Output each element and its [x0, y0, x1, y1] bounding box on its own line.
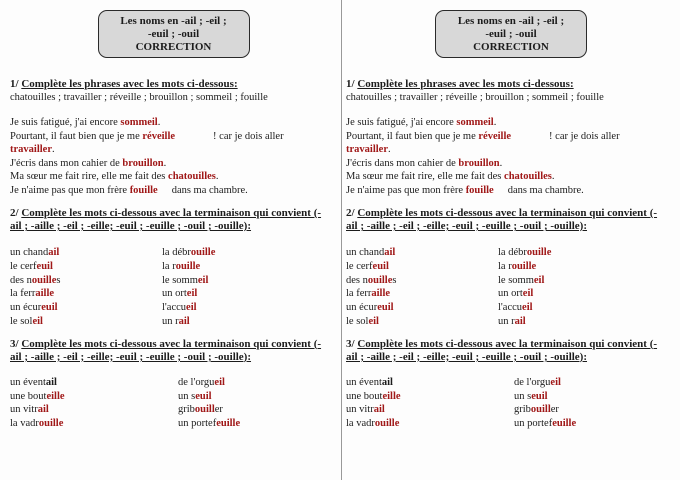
section3-word-list — [10, 376, 337, 431]
answer-text: euille — [552, 418, 577, 430]
text-segment: un évent — [346, 376, 382, 388]
text-segment: J'écris dans mon cahier de — [346, 157, 459, 169]
text-segment: . — [387, 144, 391, 155]
word-item — [10, 417, 178, 431]
worksheet-title-box — [98, 10, 250, 58]
text-segment: er — [550, 404, 559, 416]
text-segment: Pourtant, il faut bien que je me — [10, 130, 143, 142]
text-segment: un chand — [10, 247, 49, 258]
answer-text: travailler — [10, 144, 52, 155]
title-line: Les noms en -ail ; -eil ; — [120, 15, 227, 27]
answer-text: réveille — [142, 130, 176, 142]
text-segment: de l'orgu — [178, 376, 215, 388]
answer-text: euil — [372, 260, 389, 272]
answer-text: eil — [522, 288, 534, 300]
answer-text: eil — [32, 315, 43, 327]
text-segment: Je suis fatigué, j'ai encore — [346, 117, 457, 128]
answer-text: ouille — [374, 418, 400, 430]
section2-heading-line2 — [10, 220, 337, 233]
answer-text: ail — [514, 315, 526, 327]
section3-heading-line1 — [346, 338, 676, 351]
word-item — [162, 274, 337, 288]
text-segment: un vitr — [346, 404, 374, 416]
section3-heading-line2 — [346, 351, 676, 364]
text-segment: s — [392, 274, 397, 286]
text-segment: un s — [514, 390, 532, 402]
answer-text: ouill — [194, 404, 215, 416]
answer-text: ouill — [530, 404, 551, 416]
text-segment: la vadr — [346, 418, 375, 430]
word-item — [162, 260, 337, 274]
answer-text: eil — [533, 274, 545, 286]
text-segment: un portef — [514, 418, 553, 430]
word-item — [10, 260, 162, 274]
section3-heading-line2 — [10, 351, 337, 364]
word-item — [162, 315, 337, 329]
text-segment: la r — [498, 260, 512, 272]
section2-word-list — [346, 246, 676, 329]
title-line: Les noms en -ail ; -eil ; — [457, 15, 565, 27]
text-segment: un écur — [10, 302, 42, 314]
heading-text: ail ; -aille ; -eil ; -eille; -euil ; -euille ; -ouil ; -ouille): — [346, 220, 588, 232]
answer-text: fouille — [129, 184, 158, 196]
text-segment: la r — [162, 260, 176, 272]
word-item — [498, 301, 676, 315]
text-segment: . — [157, 117, 161, 128]
text-segment: Ma sœur me fait rire, elle me fait des — [346, 171, 505, 182]
section-number: 2/ — [10, 207, 22, 219]
answer-text: ail — [373, 404, 385, 416]
word-item — [178, 376, 337, 390]
section2-heading-line1 — [346, 207, 676, 220]
word-item — [346, 403, 514, 417]
answer-text: sommeil — [456, 117, 494, 128]
sentence-line — [346, 130, 676, 144]
text-segment: . — [499, 157, 503, 169]
text-segment: . — [551, 171, 555, 182]
sentence-line — [10, 157, 337, 171]
answer-text: chatouilles — [168, 171, 216, 182]
heading-text: Complète les mots ci-dessous avec la terminaison qui convient (- — [357, 337, 658, 350]
text-segment: un ort — [498, 288, 523, 300]
answer-text: ail — [48, 247, 60, 258]
answer-text: euil — [41, 302, 58, 314]
answer-text: euil — [531, 390, 548, 402]
heading-text: Complète les mots ci-dessous avec la terminaison qui convient (- — [357, 207, 658, 219]
title-line: -euil ; -ouil — [147, 28, 200, 40]
answer-text: brouillon — [122, 157, 164, 169]
title-line: CORRECTION — [473, 41, 549, 53]
answer-text: sommeil — [120, 117, 158, 128]
word-item — [346, 260, 498, 274]
heading-text: ail ; -aille ; -eil ; -eille; -euil ; -euille ; -ouil ; -ouille): — [346, 350, 588, 363]
answer-text: euil — [195, 390, 212, 402]
sentence-line — [10, 116, 337, 130]
heading-text: ail ; -aille ; -eil ; -eille; -euil ; -euille ; -ouil ; -ouille): — [10, 350, 252, 363]
text-segment: Ma sœur me fait rire, elle me fait des — [10, 171, 169, 182]
answer-text: eil — [522, 302, 533, 314]
answer-text: ouille — [38, 418, 64, 430]
sentence-line — [346, 170, 676, 184]
worksheet-title-box — [435, 10, 587, 58]
word-item — [346, 301, 498, 315]
text-segment: le somm — [162, 274, 198, 286]
text-segment: un portef — [178, 418, 217, 430]
text-segment: ! car je dois aller — [549, 130, 620, 142]
word-item — [514, 403, 676, 417]
section2-heading-line2 — [346, 220, 676, 233]
text-segment: un r — [498, 315, 515, 327]
heading-text: Complète les mots ci-dessous avec la terminaison qui convient (- — [21, 337, 322, 350]
answer-text: eille — [46, 390, 65, 402]
answer-text: eil — [368, 315, 379, 327]
word-item — [498, 260, 676, 274]
answer-text: euil — [377, 302, 394, 314]
word-item — [178, 403, 337, 417]
word-item — [346, 390, 514, 404]
section3-heading-line1 — [10, 338, 337, 351]
text-segment: le sol — [346, 315, 369, 327]
word-item — [10, 301, 162, 315]
word-item — [178, 390, 337, 404]
sentence-line — [10, 170, 337, 184]
answer-text: euille — [216, 418, 241, 430]
section3-word-list — [346, 376, 676, 431]
word-item — [514, 390, 676, 404]
answer-text: eil — [214, 376, 225, 388]
word-item — [346, 246, 498, 260]
text-segment: ! car je dois aller — [213, 130, 284, 142]
word-item — [346, 315, 498, 329]
section-number: 1/ — [10, 78, 22, 90]
text-segment: . — [163, 157, 167, 169]
text-segment: er — [214, 404, 223, 416]
title-line: -euil ; -ouil — [485, 28, 537, 40]
answer-text: ouille — [31, 274, 57, 286]
answer-text: ail — [384, 247, 396, 258]
answer-text: ouille — [175, 260, 201, 272]
answer-text: fouille — [465, 184, 494, 196]
text-segment: un chand — [346, 247, 385, 258]
word-item — [498, 287, 676, 301]
sentence-line — [346, 184, 676, 198]
word-item — [346, 376, 514, 390]
answer-text: brouillon — [458, 157, 500, 169]
section2-word-list — [10, 246, 337, 329]
answer-text: ail — [178, 315, 190, 327]
text-segment: Je suis fatigué, j'ai encore — [10, 117, 121, 128]
word-item — [162, 246, 337, 260]
text-segment: un r — [162, 315, 179, 327]
sentence-line — [10, 184, 337, 198]
answer-text: eille — [382, 390, 401, 402]
text-segment: . — [493, 117, 497, 128]
word-bank: chatouilles ; travailler ; réveille ; brouillon ; sommeil ; fouille — [10, 92, 268, 103]
word-item — [346, 417, 514, 431]
answer-text: réveille — [478, 130, 512, 142]
word-item — [178, 417, 337, 431]
text-segment: un s — [178, 390, 196, 402]
text-segment: . — [215, 171, 219, 182]
answer-text: eil — [550, 376, 561, 388]
completed-sentences — [346, 116, 676, 197]
sentence-line — [10, 130, 337, 144]
text-segment: Je n'aime pas que mon frère — [346, 184, 466, 196]
text-segment: le somm — [498, 274, 534, 286]
word-item — [10, 315, 162, 329]
text-segment: dans ma chambre. — [507, 184, 584, 196]
word-item — [346, 287, 498, 301]
text-segment: l'accu — [162, 302, 187, 314]
text-segment: la ferr — [10, 288, 36, 300]
answer-text: eil — [197, 274, 209, 286]
word-item — [346, 274, 498, 288]
answer-text: euil — [36, 260, 53, 272]
sentence-line — [346, 143, 676, 157]
answer-text: chatouilles — [504, 171, 552, 182]
section1-heading — [346, 78, 676, 91]
text-segment: l'accu — [498, 302, 523, 314]
word-item — [10, 246, 162, 260]
text-segment: une bout — [10, 390, 47, 402]
text-segment: des n — [10, 274, 32, 286]
panel-right — [341, 0, 680, 480]
answer-text: ail — [45, 376, 57, 388]
text-segment: le sol — [10, 315, 33, 327]
section-number: 2/ — [346, 207, 358, 219]
answer-text: ouille — [190, 247, 216, 258]
section-number: 3/ — [346, 337, 358, 350]
answer-text: aille — [35, 288, 55, 300]
word-item — [10, 274, 162, 288]
sentence-line — [10, 143, 337, 157]
answer-text: ouille — [511, 260, 537, 272]
text-segment: une bout — [346, 390, 383, 402]
text-segment: J'écris dans mon cahier de — [10, 157, 123, 169]
word-item — [498, 315, 676, 329]
text-segment: un vitr — [10, 404, 38, 416]
heading-text: Complète les mots ci-dessous avec la terminaison qui convient (- — [21, 207, 322, 219]
heading-text: ail ; -aille ; -eil ; -eille; -euil ; -euille ; -ouil ; -ouille): — [10, 220, 252, 232]
answer-text: eil — [186, 302, 197, 314]
text-segment: des n — [346, 274, 368, 286]
title-line: CORRECTION — [135, 41, 212, 53]
sentence-line — [346, 116, 676, 130]
text-segment: Je n'aime pas que mon frère — [10, 184, 130, 196]
text-segment: dans ma chambre. — [171, 184, 248, 196]
word-item — [10, 287, 162, 301]
text-segment: un évent — [10, 376, 46, 388]
text-segment: la débr — [498, 247, 527, 258]
answer-text: aille — [371, 288, 391, 300]
text-segment: la ferr — [346, 288, 372, 300]
text-segment: le cerf — [346, 260, 373, 272]
completed-sentences — [10, 116, 337, 197]
heading-text: Complète les phrases avec les mots ci-dessous: — [357, 78, 574, 90]
text-segment: s — [56, 274, 61, 286]
sentence-line — [346, 157, 676, 171]
text-segment: un ort — [162, 288, 187, 300]
text-segment: un écur — [346, 302, 378, 314]
word-item — [498, 274, 676, 288]
text-segment: la débr — [162, 247, 191, 258]
text-segment: de l'orgu — [514, 376, 551, 388]
word-item — [10, 403, 178, 417]
word-item — [498, 246, 676, 260]
section-number: 3/ — [10, 337, 22, 350]
heading-text: Complète les phrases avec les mots ci-dessous: — [21, 78, 238, 90]
word-item — [514, 376, 676, 390]
answer-text: ail — [37, 404, 49, 416]
word-item — [10, 390, 178, 404]
word-item — [162, 301, 337, 315]
answer-text: ail — [381, 376, 393, 388]
answer-text: ouille — [526, 247, 552, 258]
word-item — [162, 287, 337, 301]
section2-heading-line1 — [10, 207, 337, 220]
section1-heading — [10, 78, 337, 91]
section-number: 1/ — [346, 78, 358, 90]
word-bank: chatouilles ; travailler ; réveille ; brouillon ; sommeil ; fouille — [346, 92, 604, 103]
word-item — [10, 376, 178, 390]
text-segment: le cerf — [10, 260, 37, 272]
text-segment: . — [51, 144, 55, 155]
text-segment: Pourtant, il faut bien que je me — [346, 130, 479, 142]
text-segment: grib — [178, 404, 195, 416]
answer-text: travailler — [346, 144, 388, 155]
answer-text: ouille — [367, 274, 393, 286]
text-segment: la vadr — [10, 418, 39, 430]
word-item — [514, 417, 676, 431]
answer-text: eil — [186, 288, 198, 300]
text-segment: grib — [514, 404, 531, 416]
